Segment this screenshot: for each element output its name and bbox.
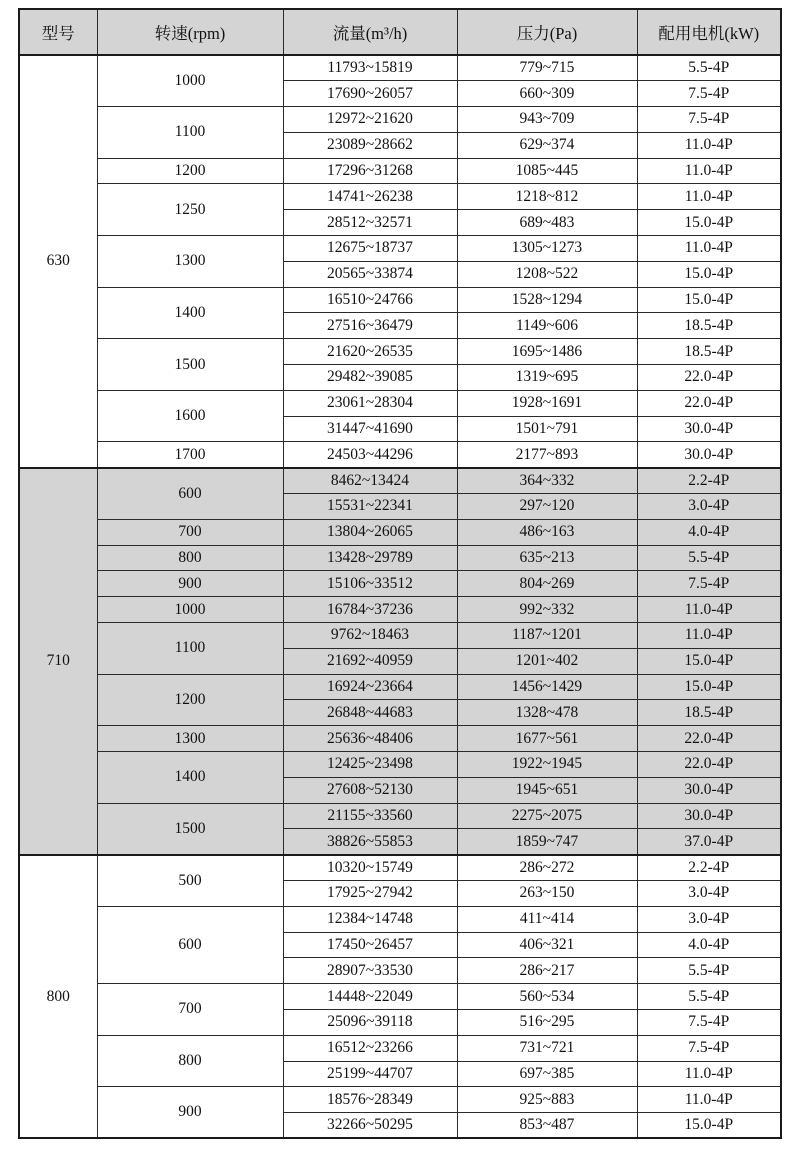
pressure-cell: 1859~747 — [457, 829, 637, 855]
flow-cell: 16512~23266 — [283, 1035, 457, 1061]
motor-cell: 3.0-4P — [637, 881, 781, 907]
motor-cell: 18.5-4P — [637, 313, 781, 339]
flow-cell: 18576~28349 — [283, 1087, 457, 1113]
rpm-cell: 500 — [97, 855, 283, 907]
pressure-cell: 804~269 — [457, 571, 637, 597]
rpm-cell: 1100 — [97, 107, 283, 159]
rpm-cell: 1250 — [97, 184, 283, 236]
flow-cell: 31447~41690 — [283, 416, 457, 442]
pressure-cell: 364~332 — [457, 468, 637, 494]
pressure-cell: 635~213 — [457, 545, 637, 571]
pressure-cell: 779~715 — [457, 55, 637, 81]
table-row — [19, 519, 781, 545]
rpm-cell: 700 — [97, 984, 283, 1036]
model-cell: 800 — [19, 855, 97, 1139]
motor-cell: 18.5-4P — [637, 339, 781, 365]
flow-cell: 15106~33512 — [283, 571, 457, 597]
flow-cell: 26848~44683 — [283, 700, 457, 726]
motor-cell: 11.0-4P — [637, 236, 781, 262]
pressure-cell: 1319~695 — [457, 365, 637, 391]
pressure-cell: 2275~2075 — [457, 803, 637, 829]
column-header-flow: 流量(m³/h) — [283, 9, 457, 55]
pressure-cell: 286~217 — [457, 958, 637, 984]
motor-cell: 15.0-4P — [637, 674, 781, 700]
table-row — [19, 184, 781, 210]
pressure-cell: 1201~402 — [457, 648, 637, 674]
table-header — [19, 9, 781, 55]
motor-cell: 15.0-4P — [637, 210, 781, 236]
table-row — [19, 1087, 781, 1113]
pressure-cell: 697~385 — [457, 1061, 637, 1087]
motor-cell: 11.0-4P — [637, 1087, 781, 1113]
table-row — [19, 468, 781, 494]
pressure-cell: 1328~478 — [457, 700, 637, 726]
table-row — [19, 55, 781, 81]
motor-cell: 15.0-4P — [637, 261, 781, 287]
motor-cell: 11.0-4P — [637, 132, 781, 158]
flow-cell: 12675~18737 — [283, 236, 457, 262]
pressure-cell: 516~295 — [457, 1009, 637, 1035]
table-row — [19, 906, 781, 932]
motor-cell: 7.5-4P — [637, 81, 781, 107]
flow-cell: 16510~24766 — [283, 287, 457, 313]
pressure-cell: 1922~1945 — [457, 752, 637, 778]
flow-cell: 25096~39118 — [283, 1009, 457, 1035]
table-row — [19, 674, 781, 700]
motor-cell: 11.0-4P — [637, 597, 781, 623]
pressure-cell: 731~721 — [457, 1035, 637, 1061]
column-header-motor: 配用电机(kW) — [637, 9, 781, 55]
table-row — [19, 855, 781, 881]
motor-cell: 7.5-4P — [637, 1009, 781, 1035]
flow-cell: 21155~33560 — [283, 803, 457, 829]
table-row — [19, 390, 781, 416]
motor-cell: 15.0-4P — [637, 1113, 781, 1139]
motor-cell: 5.5-4P — [637, 55, 781, 81]
rpm-cell: 1000 — [97, 55, 283, 107]
pressure-cell: 2177~893 — [457, 442, 637, 468]
table-row — [19, 623, 781, 649]
flow-cell: 23089~28662 — [283, 132, 457, 158]
pressure-cell: 660~309 — [457, 81, 637, 107]
motor-cell: 30.0-4P — [637, 803, 781, 829]
rpm-cell: 600 — [97, 906, 283, 983]
header-row — [19, 9, 781, 55]
flow-cell: 17296~31268 — [283, 158, 457, 184]
model-cell: 710 — [19, 468, 97, 855]
column-header-model: 型号 — [19, 9, 97, 55]
rpm-cell: 700 — [97, 519, 283, 545]
motor-cell: 22.0-4P — [637, 752, 781, 778]
table-row — [19, 984, 781, 1010]
motor-cell: 11.0-4P — [637, 1061, 781, 1087]
rpm-cell: 1500 — [97, 803, 283, 855]
motor-cell: 15.0-4P — [637, 648, 781, 674]
motor-cell: 3.0-4P — [637, 494, 781, 520]
pressure-cell: 1305~1273 — [457, 236, 637, 262]
pressure-cell: 1528~1294 — [457, 287, 637, 313]
motor-cell: 37.0-4P — [637, 829, 781, 855]
pressure-cell: 1187~1201 — [457, 623, 637, 649]
rpm-cell: 1000 — [97, 597, 283, 623]
rpm-cell: 1100 — [97, 623, 283, 675]
rpm-cell: 1200 — [97, 158, 283, 184]
pressure-cell: 1085~445 — [457, 158, 637, 184]
column-header-pressure: 压力(Pa) — [457, 9, 637, 55]
flow-cell: 24503~44296 — [283, 442, 457, 468]
pressure-cell: 689~483 — [457, 210, 637, 236]
rpm-cell: 1700 — [97, 442, 283, 468]
rpm-cell: 800 — [97, 545, 283, 571]
flow-cell: 20565~33874 — [283, 261, 457, 287]
flow-cell: 9762~18463 — [283, 623, 457, 649]
flow-cell: 32266~50295 — [283, 1113, 457, 1139]
flow-cell: 16784~37236 — [283, 597, 457, 623]
pressure-cell: 1456~1429 — [457, 674, 637, 700]
table-row — [19, 287, 781, 313]
pressure-cell: 411~414 — [457, 906, 637, 932]
rpm-cell: 1500 — [97, 339, 283, 391]
flow-cell: 38826~55853 — [283, 829, 457, 855]
pressure-cell: 286~272 — [457, 855, 637, 881]
column-header-speed: 转速(rpm) — [97, 9, 283, 55]
motor-cell: 30.0-4P — [637, 777, 781, 803]
flow-cell: 14448~22049 — [283, 984, 457, 1010]
pressure-cell: 560~534 — [457, 984, 637, 1010]
motor-cell: 5.5-4P — [637, 545, 781, 571]
motor-cell: 7.5-4P — [637, 1035, 781, 1061]
table-row — [19, 442, 781, 468]
motor-cell: 18.5-4P — [637, 700, 781, 726]
table-row — [19, 1035, 781, 1061]
pressure-cell: 1695~1486 — [457, 339, 637, 365]
flow-cell: 12384~14748 — [283, 906, 457, 932]
pressure-cell: 1928~1691 — [457, 390, 637, 416]
model-cell: 630 — [19, 55, 97, 468]
flow-cell: 27608~52130 — [283, 777, 457, 803]
motor-cell: 7.5-4P — [637, 571, 781, 597]
motor-cell: 4.0-4P — [637, 519, 781, 545]
pressure-cell: 1208~522 — [457, 261, 637, 287]
pressure-cell: 1218~812 — [457, 184, 637, 210]
motor-cell: 11.0-4P — [637, 623, 781, 649]
table-row — [19, 107, 781, 133]
pressure-cell: 1149~606 — [457, 313, 637, 339]
flow-cell: 13804~26065 — [283, 519, 457, 545]
pressure-cell: 629~374 — [457, 132, 637, 158]
motor-cell: 22.0-4P — [637, 365, 781, 391]
flow-cell: 17450~26457 — [283, 932, 457, 958]
table-row — [19, 597, 781, 623]
flow-cell: 25199~44707 — [283, 1061, 457, 1087]
flow-cell: 12972~21620 — [283, 107, 457, 133]
motor-cell: 30.0-4P — [637, 416, 781, 442]
flow-cell: 15531~22341 — [283, 494, 457, 520]
flow-cell: 14741~26238 — [283, 184, 457, 210]
rpm-cell: 900 — [97, 1087, 283, 1139]
motor-cell: 11.0-4P — [637, 184, 781, 210]
rpm-cell: 1300 — [97, 726, 283, 752]
pressure-cell: 1677~561 — [457, 726, 637, 752]
table-body — [19, 55, 781, 1138]
pressure-cell: 925~883 — [457, 1087, 637, 1113]
motor-cell: 2.2-4P — [637, 468, 781, 494]
pressure-cell: 853~487 — [457, 1113, 637, 1139]
pressure-cell: 943~709 — [457, 107, 637, 133]
rpm-cell: 800 — [97, 1035, 283, 1087]
flow-cell: 12425~23498 — [283, 752, 457, 778]
pressure-cell: 297~120 — [457, 494, 637, 520]
motor-cell: 4.0-4P — [637, 932, 781, 958]
motor-cell: 5.5-4P — [637, 984, 781, 1010]
flow-cell: 13428~29789 — [283, 545, 457, 571]
flow-cell: 23061~28304 — [283, 390, 457, 416]
flow-cell: 27516~36479 — [283, 313, 457, 339]
flow-cell: 28512~32571 — [283, 210, 457, 236]
flow-cell: 25636~48406 — [283, 726, 457, 752]
table-row — [19, 236, 781, 262]
flow-cell: 29482~39085 — [283, 365, 457, 391]
motor-cell: 15.0-4P — [637, 287, 781, 313]
rpm-cell: 600 — [97, 468, 283, 520]
motor-cell: 5.5-4P — [637, 958, 781, 984]
rpm-cell: 1300 — [97, 236, 283, 288]
flow-cell: 21620~26535 — [283, 339, 457, 365]
flow-cell: 17925~27942 — [283, 881, 457, 907]
pressure-cell: 263~150 — [457, 881, 637, 907]
pressure-cell: 1945~651 — [457, 777, 637, 803]
table-row — [19, 571, 781, 597]
pressure-cell: 992~332 — [457, 597, 637, 623]
table-row — [19, 339, 781, 365]
rpm-cell: 1400 — [97, 287, 283, 339]
flow-cell: 21692~40959 — [283, 648, 457, 674]
motor-cell: 3.0-4P — [637, 906, 781, 932]
fan-spec-table — [18, 8, 782, 1139]
flow-cell: 11793~15819 — [283, 55, 457, 81]
flow-cell: 16924~23664 — [283, 674, 457, 700]
motor-cell: 22.0-4P — [637, 390, 781, 416]
table-row — [19, 545, 781, 571]
pressure-cell: 486~163 — [457, 519, 637, 545]
pressure-cell: 406~321 — [457, 932, 637, 958]
motor-cell: 22.0-4P — [637, 726, 781, 752]
rpm-cell: 1600 — [97, 390, 283, 442]
motor-cell: 2.2-4P — [637, 855, 781, 881]
table-row — [19, 752, 781, 778]
flow-cell: 28907~33530 — [283, 958, 457, 984]
rpm-cell: 1400 — [97, 752, 283, 804]
pressure-cell: 1501~791 — [457, 416, 637, 442]
table-row — [19, 158, 781, 184]
motor-cell: 7.5-4P — [637, 107, 781, 133]
rpm-cell: 1200 — [97, 674, 283, 726]
motor-cell: 30.0-4P — [637, 442, 781, 468]
table-row — [19, 803, 781, 829]
table-row — [19, 726, 781, 752]
motor-cell: 11.0-4P — [637, 158, 781, 184]
flow-cell: 8462~13424 — [283, 468, 457, 494]
flow-cell: 10320~15749 — [283, 855, 457, 881]
flow-cell: 17690~26057 — [283, 81, 457, 107]
rpm-cell: 900 — [97, 571, 283, 597]
